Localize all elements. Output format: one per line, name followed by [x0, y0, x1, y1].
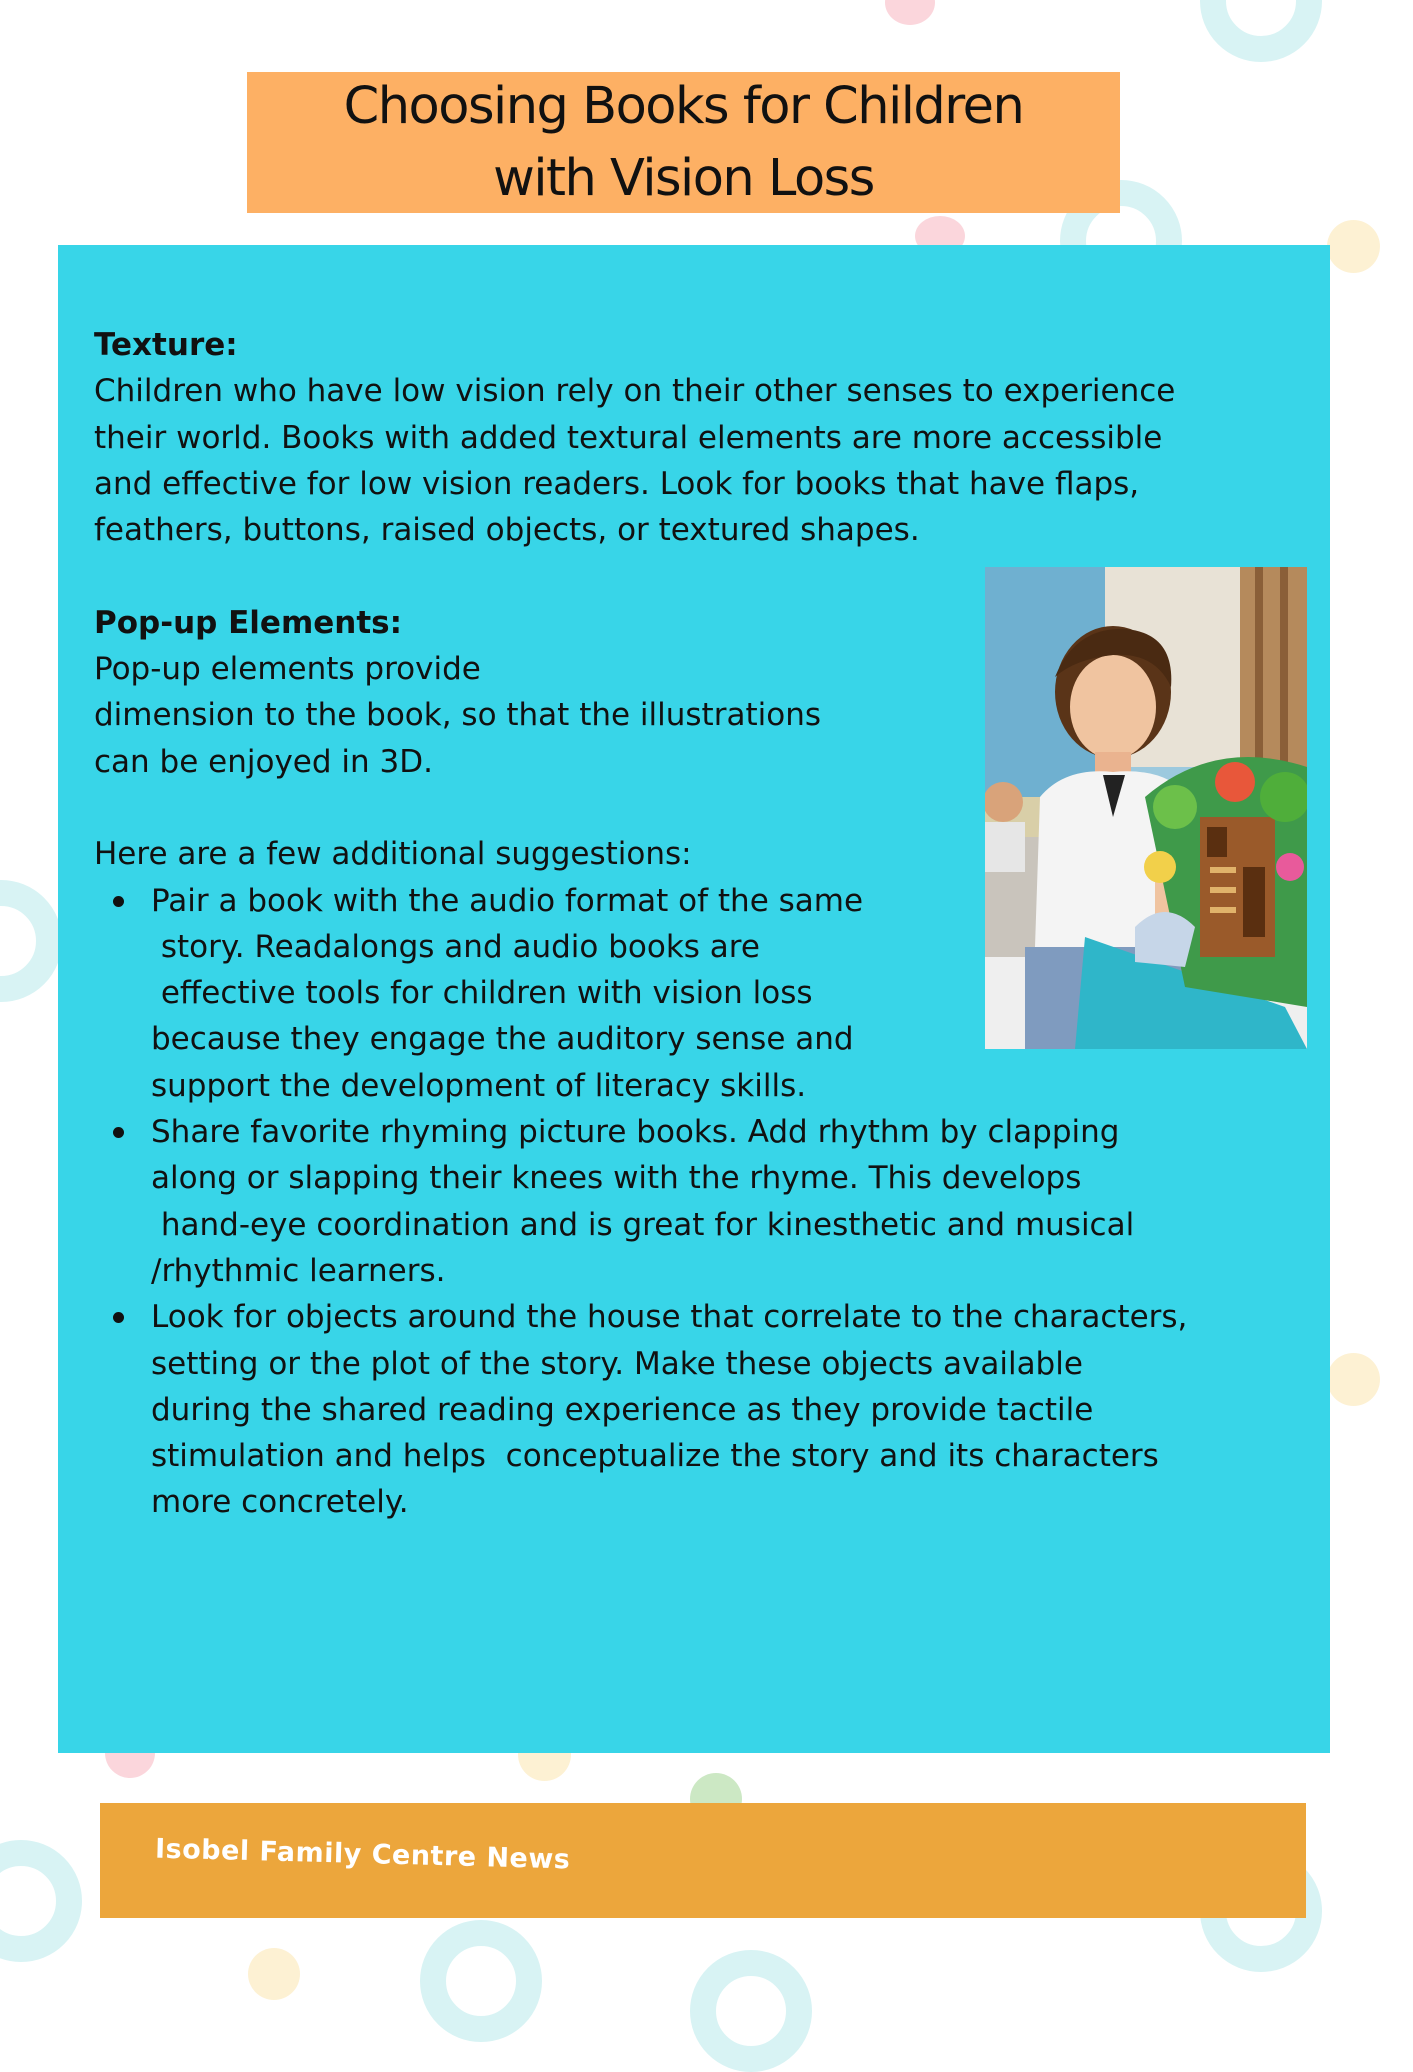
decor-dot-yellow: [1327, 1353, 1380, 1406]
list-item-line: stimulation and helps conceptualize the story and its characters: [151, 1438, 1159, 1475]
texture-line: and effective for low vision readers. Look for books that have flaps,: [94, 465, 1140, 502]
list-item-line: story. Readalongs and audio books are: [151, 928, 760, 965]
popup-line: dimension to the book, so that the illustrations: [94, 697, 821, 734]
decor-ring: [1200, 0, 1322, 62]
popup-line: Pop-up elements provide: [94, 651, 481, 688]
title-banner: [247, 72, 1120, 213]
list-item-line: during the shared reading experience as they provide tactile: [151, 1391, 1094, 1428]
child-reading-photo: [985, 567, 1307, 1049]
decor-ring: [0, 1840, 82, 1962]
footer-banner: [100, 1803, 1306, 1918]
list-item-line: /rhythmic learners.: [151, 1252, 446, 1289]
decor-ring: [420, 1920, 542, 2042]
list-item: [94, 1294, 1294, 1525]
list-item-line: because they engage the auditory sense and: [151, 1021, 854, 1058]
list-item-line: along or slapping their knees with the rhyme. This develops: [151, 1160, 1082, 1197]
page-title-line-1: Choosing Books for Children: [343, 76, 1024, 136]
list-item-line: Share favorite rhyming picture books. Add rhythm by clapping: [151, 1114, 1120, 1151]
footer-title: Isobel Family Centre News: [154, 1833, 571, 1876]
texture-line: Children who have low vision rely on their other senses to experience: [94, 373, 1176, 410]
list-item-line: support the development of literacy skills.: [151, 1067, 807, 1104]
page-title-line-2: with Vision Loss: [493, 148, 874, 208]
list-item-line: Look for objects around the house that correlate to the characters,: [151, 1299, 1188, 1336]
decor-ring: [690, 1950, 812, 2072]
list-item-line: setting or the plot of the story. Make these objects available: [151, 1345, 1083, 1382]
popup-heading: Pop-up Elements:: [94, 604, 403, 641]
popup-line: can be enjoyed in 3D.: [94, 743, 433, 780]
list-item-line: hand-eye coordination and is great for kinesthetic and musical: [151, 1206, 1135, 1243]
list-item-line: Pair a book with the audio format of the same: [151, 882, 864, 919]
texture-line: feathers, buttons, raised objects, or textured shapes.: [94, 512, 920, 549]
texture-heading: Texture:: [94, 327, 238, 363]
decor-dot-pink: [105, 1753, 155, 1778]
list-item-line: more concretely.: [151, 1484, 409, 1521]
texture-line: their world. Books with added textural elements are more accessible: [94, 419, 1163, 456]
decor-dot-yellow: [248, 1948, 300, 2000]
decor-dot-yellow: [518, 1753, 571, 1781]
decor-dot-pink: [885, 0, 935, 25]
decor-ring: [0, 880, 62, 1002]
decor-dot-yellow: [1327, 220, 1380, 273]
list-item-line: effective tools for children with vision loss: [151, 975, 813, 1012]
suggestions-intro: Here are a few additional suggestions:: [94, 836, 692, 873]
list-item: [94, 1109, 1294, 1294]
